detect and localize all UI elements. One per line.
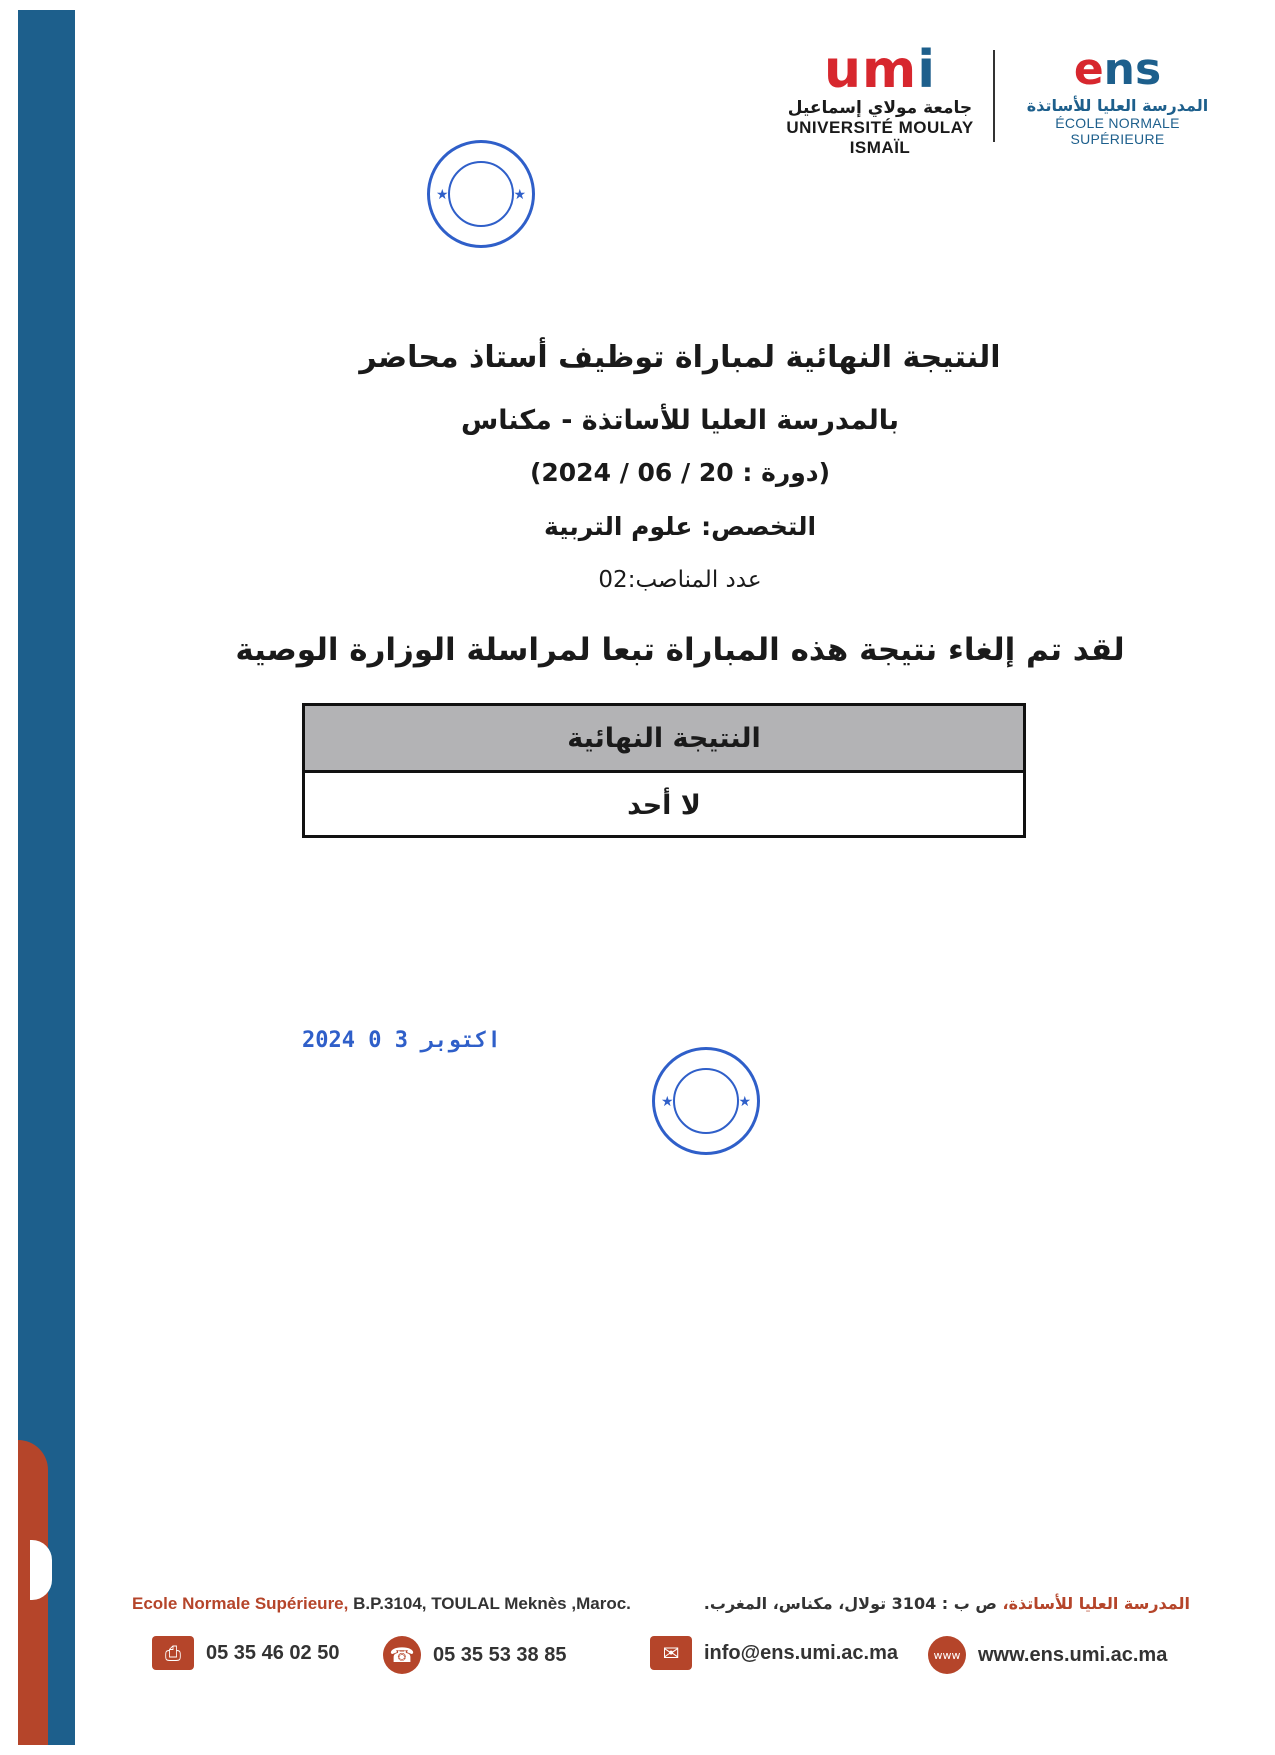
email-link[interactable]: info@ens.umi.ac.ma (704, 1641, 898, 1664)
stamp-inner-ring (448, 161, 514, 227)
official-stamp-bottom (652, 1047, 760, 1155)
result-table (302, 703, 1026, 838)
cancellation-note: لقد تم إلغاء نتيجة هذه المباراة تبعا لمراسلة الوزارة الوصية (235, 632, 1125, 668)
result-table-header: النتيجة النهائية (305, 706, 1023, 773)
logo-divider (993, 50, 995, 142)
contact-web (928, 1636, 1167, 1674)
umi-name-ar: جامعة مولاي إسماعيل (787, 98, 973, 118)
doc-subtitle: بالمدرسة العليا للأساتذة - مكناس (460, 405, 900, 436)
address-fr (132, 1594, 631, 1614)
address-ar (700, 1594, 1190, 1613)
web-icon: www (928, 1636, 966, 1674)
fax-number: 05 35 46 02 50 (206, 1641, 340, 1664)
stamp-star-icon: ★ (436, 187, 449, 203)
stamp-inner-ring (673, 1068, 739, 1134)
ens-logo-mark: ens (1073, 44, 1162, 95)
address-fr-rest: B.P.3104, TOULAL Meknès ,Maroc. (348, 1594, 631, 1613)
posts-count: عدد المناصب:02 (598, 567, 762, 593)
specialty: التخصص: علوم التربية (543, 512, 817, 541)
ens-name-ar: المدرسة العليا للأساتذة (1026, 96, 1209, 115)
stamp-star-icon: ★ (513, 187, 526, 203)
mail-icon: ✉ (650, 1636, 692, 1670)
stamp-star-icon: ★ (661, 1094, 674, 1110)
address-ar-rest: ص ب : 3104 تولال، مكناس، المغرب. (703, 1594, 1003, 1613)
umi-logo (785, 40, 975, 158)
fax-icon: ⎙ (152, 1636, 194, 1670)
contact-phone (383, 1636, 566, 1674)
side-decor-notch (30, 1540, 52, 1600)
umi-name-fr: UNIVERSITÉ MOULAY ISMAÏL (786, 118, 974, 157)
session-date: (دورة : 20 / 06 / 2024) (529, 458, 831, 487)
result-table-value: لا أحد (627, 790, 701, 821)
phone-number: 05 35 53 38 85 (433, 1643, 567, 1666)
official-stamp-top (427, 140, 535, 248)
contact-email (650, 1636, 898, 1670)
umi-logo-mark: umi (823, 40, 937, 100)
contact-fax (152, 1636, 339, 1670)
phone-icon: ☎ (383, 1636, 421, 1674)
address-fr-brand: Ecole Normale Supérieure, (132, 1594, 349, 1613)
doc-title: النتيجة النهائية لمباراة توظيف أستاذ محاضر (359, 340, 1001, 375)
website-link[interactable]: www.ens.umi.ac.ma (978, 1643, 1168, 1666)
ens-name-fr: ÉCOLE NORMALE SUPÉRIEURE (1055, 115, 1180, 147)
ens-logo (1025, 44, 1210, 147)
address-ar-brand: المدرسة العليا للأساتذة، (1002, 1594, 1190, 1613)
date-stamp: 2024 اكتوبر 3 0 (302, 1028, 501, 1053)
stamp-star-icon: ★ (738, 1094, 751, 1110)
